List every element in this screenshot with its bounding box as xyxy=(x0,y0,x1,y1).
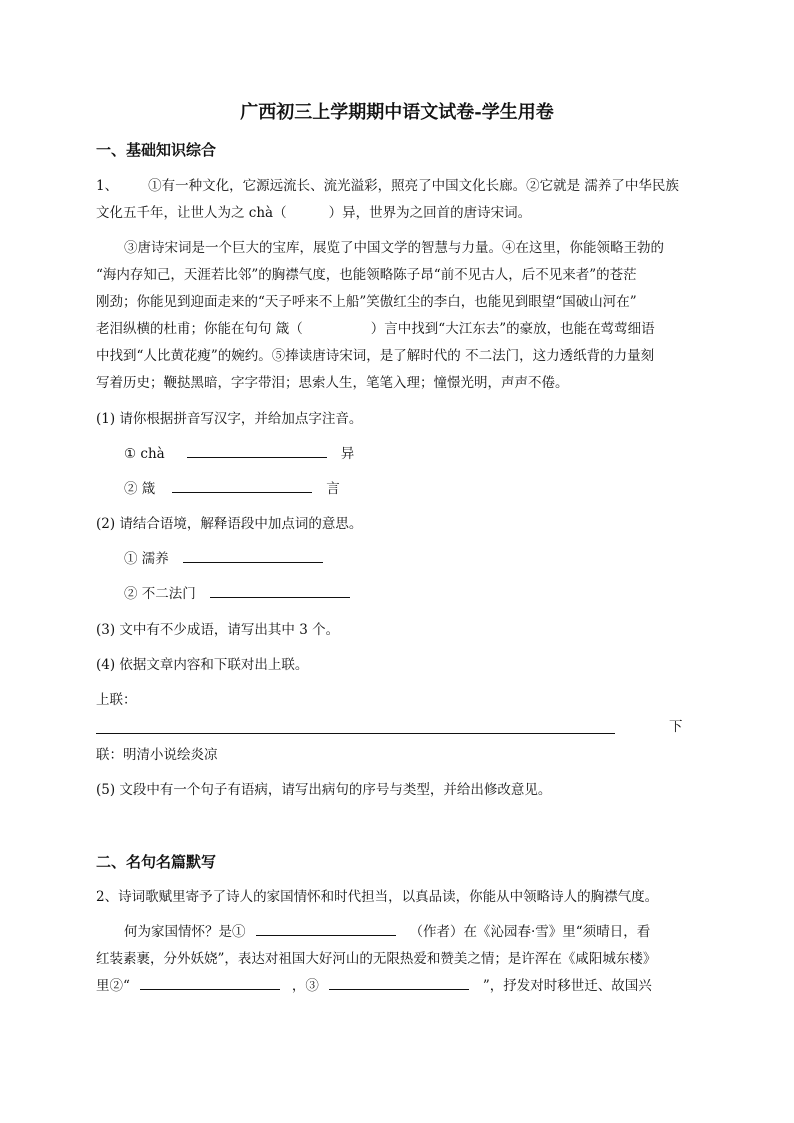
answer-blank[interactable] xyxy=(256,921,396,936)
xia-char: 下 xyxy=(669,719,683,735)
page-title: 广西初三上学期期中语文试卷-学生用卷 xyxy=(240,102,554,123)
passage-line xyxy=(96,201,696,221)
answer-line xyxy=(124,442,724,462)
passage-line xyxy=(96,174,696,194)
section-heading-basics: 一、基础知识综合 xyxy=(96,141,217,159)
passage-text: ”，抒发对时移世迁、故国兴 xyxy=(482,978,652,994)
passage-text: ①有一种文化，它源远流长、流光溢彩，照亮了中国文化长廊。②它就是 濡养了中华民族 xyxy=(148,178,679,194)
passage-text: 何为家国情怀？是① xyxy=(124,924,246,940)
passage-text: 里②“ xyxy=(96,978,130,994)
answer-blank[interactable] xyxy=(172,478,312,493)
answer-blank[interactable] xyxy=(210,583,350,598)
answer-label: ② 不二法门 xyxy=(124,586,196,602)
passage-line xyxy=(124,920,724,940)
sub-question-5: (5) 文段中有一个句子有语病，请写出病句的序号与类型，并给出修改意见。 xyxy=(96,782,552,798)
sub-question-4: (4) 依据文章内容和下联对出上联。 xyxy=(96,657,309,673)
xialian-text: 联：明清小说绘炎凉 xyxy=(96,747,218,763)
sub-question-3: (3) 文中有不少成语，请写出其中 3 个。 xyxy=(96,622,340,638)
answer-suffix: 言 xyxy=(326,481,340,497)
passage-text: ，③ xyxy=(291,978,319,994)
sub-question-2: (2) 请结合语境，解释语段中加点词的意思。 xyxy=(96,516,363,532)
passage-text: ）言中找到“大江东去”的豪放，也能在莺莺细语 xyxy=(370,321,655,337)
passage-line: “海内存知己，天涯若比邻”的胸襟气度，也能领略陈子昂“前不见古人，后不见来者”的苍茫 xyxy=(96,267,637,283)
sub-question-1: (1) 请你根据拼音写汉字，并给加点字注音。 xyxy=(96,411,363,427)
shanglian-answer-line[interactable] xyxy=(96,733,615,734)
passage-line: 红装素裹，分外妖娆”，表达对祖国大好河山的无限热爱和赞美之情；是许浑在《咸阳城东楼》 xyxy=(96,951,657,967)
answer-suffix: 异 xyxy=(340,446,355,462)
section-heading-recitation: 二、名句名篇默写 xyxy=(96,853,217,871)
answer-blank[interactable] xyxy=(329,975,469,990)
answer-label: ① chà xyxy=(124,446,165,462)
passage-text: （作者）在《沁园春·雪》里“须晴日，看 xyxy=(409,924,651,940)
passage-text: 文化五千年，让世人为之 chà（ xyxy=(96,205,287,221)
passage-text: ）异，世界为之回首的唐诗宋词。 xyxy=(328,205,532,221)
answer-line xyxy=(124,582,724,602)
passage-line: 刚劲；你能见到迎面走来的“天子呼来不上船”笑傲红尘的李白，也能见到眼望“国破山河在” xyxy=(96,294,637,310)
passage-line xyxy=(96,317,696,337)
answer-line xyxy=(124,477,724,497)
passage-text: 老泪纵横的杜甫；你能在句句 箴（ xyxy=(96,321,303,337)
question-2-line: 2、诗词歌赋里寄予了诗人的家国情怀和时代担当，以真品读，你能从中领略诗人的胸襟气度。 xyxy=(96,889,659,905)
question-number: 1、 xyxy=(96,178,119,194)
answer-label: ② 箴 xyxy=(124,481,156,497)
passage-line: ③唐诗宋词是一个巨大的宝库，展览了中国文学的智慧与力量。④在这里，你能领略王勃的 xyxy=(124,240,664,256)
shanglian-label: 上联： xyxy=(96,692,137,708)
answer-blank[interactable] xyxy=(183,548,323,563)
answer-blank[interactable] xyxy=(187,443,327,458)
passage-line: 中找到“人比黄花瘦”的婉约。⑤捧读唐诗宋词，是了解时代的 不二法门，这力透纸背的力量刻 xyxy=(96,348,655,364)
answer-line xyxy=(124,547,724,567)
answer-blank[interactable] xyxy=(140,975,280,990)
passage-line: 写着历史；鞭挞黑暗，字字带泪；思索人生，笔笔入理；憧憬光明，声声不倦。 xyxy=(96,375,569,391)
passage-line xyxy=(96,974,696,994)
answer-label: ① 濡养 xyxy=(124,551,169,567)
